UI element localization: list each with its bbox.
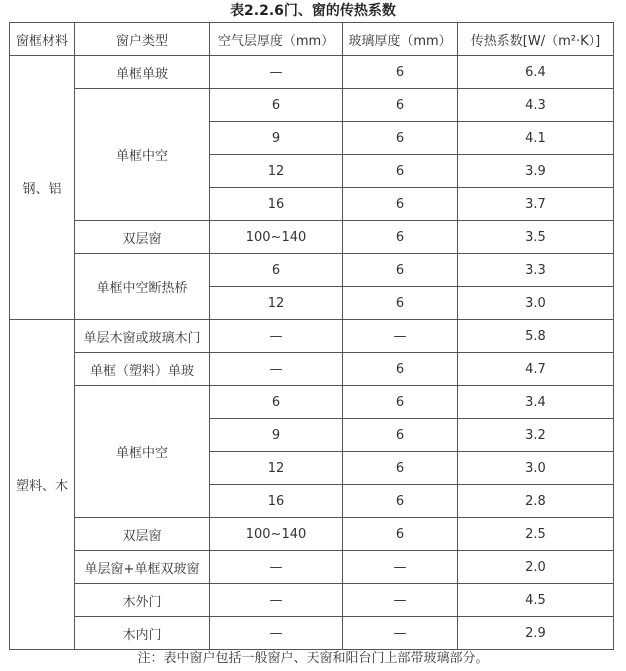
air-thickness-cell: — xyxy=(210,353,343,386)
table-row xyxy=(10,617,614,650)
window-type-cell: 单框中空 xyxy=(75,386,210,518)
glass-thickness-cell: 6 xyxy=(343,518,458,551)
material-cell: 钢、铝 xyxy=(10,56,75,320)
table-row xyxy=(10,254,614,287)
heat-coefficient-cell: 3.2 xyxy=(458,419,614,452)
table-note: 注：表中窗户包括一般窗户、天窗和阳台门上部带玻璃部分。 xyxy=(137,651,489,666)
heat-coefficient-cell: 4.7 xyxy=(458,353,614,386)
table-row xyxy=(10,584,614,617)
air-thickness-cell: 16 xyxy=(210,188,343,221)
table-row xyxy=(10,221,614,254)
glass-thickness-cell: 6 xyxy=(343,188,458,221)
heat-coefficient-cell: 3.0 xyxy=(458,287,614,320)
glass-thickness-cell: 6 xyxy=(343,155,458,188)
glass-thickness-cell: 6 xyxy=(343,485,458,518)
heat-coefficient-cell: 2.9 xyxy=(458,617,614,650)
table-row xyxy=(10,320,614,353)
glass-thickness-cell: 6 xyxy=(343,89,458,122)
glass-thickness-cell: 6 xyxy=(343,56,458,89)
glass-thickness-cell: 6 xyxy=(343,221,458,254)
heat-coefficient-cell: 3.5 xyxy=(458,221,614,254)
glass-thickness-cell: — xyxy=(343,584,458,617)
table-title: 表2.2.6门、窗的传热系数 xyxy=(230,3,396,19)
air-thickness-cell: — xyxy=(210,56,343,89)
heat-transfer-table xyxy=(9,22,614,650)
table-row xyxy=(10,518,614,551)
glass-thickness-cell: — xyxy=(343,320,458,353)
heat-coefficient-cell: 2.8 xyxy=(458,485,614,518)
glass-thickness-cell: 6 xyxy=(343,254,458,287)
window-type-cell: 单框中空断热桥 xyxy=(75,254,210,320)
table-row xyxy=(10,56,614,89)
glass-thickness-cell: 6 xyxy=(343,386,458,419)
heat-coefficient-cell: 3.7 xyxy=(458,188,614,221)
table-row xyxy=(10,353,614,386)
header-air-thickness: 空气层厚度（mm） xyxy=(210,23,343,56)
air-thickness-cell: — xyxy=(210,617,343,650)
table-row xyxy=(10,551,614,584)
glass-thickness-cell: 6 xyxy=(343,419,458,452)
air-thickness-cell: 100~140 xyxy=(210,518,343,551)
air-thickness-cell: 6 xyxy=(210,386,343,419)
air-thickness-cell: — xyxy=(210,320,343,353)
heat-coefficient-cell: 3.4 xyxy=(458,386,614,419)
glass-thickness-cell: 6 xyxy=(343,122,458,155)
heat-coefficient-cell: 3.3 xyxy=(458,254,614,287)
air-thickness-cell: 16 xyxy=(210,485,343,518)
heat-coefficient-cell: 5.8 xyxy=(458,320,614,353)
window-type-cell: 单框单玻 xyxy=(75,56,210,89)
window-type-cell: 单框（塑料）单玻 xyxy=(75,353,210,386)
window-type-cell: 单框中空 xyxy=(75,89,210,221)
heat-coefficient-cell: 2.0 xyxy=(458,551,614,584)
window-type-cell: 木内门 xyxy=(75,617,210,650)
air-thickness-cell: 12 xyxy=(210,452,343,485)
heat-coefficient-cell: 2.5 xyxy=(458,518,614,551)
air-thickness-cell: 9 xyxy=(210,122,343,155)
air-thickness-cell: 12 xyxy=(210,287,343,320)
heat-coefficient-cell: 4.1 xyxy=(458,122,614,155)
air-thickness-cell: — xyxy=(210,551,343,584)
header-material: 窗框材料 xyxy=(10,23,75,56)
material-cell: 塑料、木 xyxy=(10,320,75,650)
header-window-type: 窗户类型 xyxy=(75,23,210,56)
header-glass-thickness: 玻璃厚度（mm） xyxy=(343,23,458,56)
glass-thickness-cell: — xyxy=(343,551,458,584)
glass-thickness-cell: 6 xyxy=(343,452,458,485)
glass-thickness-cell: — xyxy=(343,617,458,650)
air-thickness-cell: 9 xyxy=(210,419,343,452)
table-row xyxy=(10,386,614,419)
air-thickness-cell: — xyxy=(210,584,343,617)
window-type-cell: 双层窗 xyxy=(75,518,210,551)
header-heat-coefficient: 传热系数[W/（m²·K）] xyxy=(458,23,614,56)
air-thickness-cell: 12 xyxy=(210,155,343,188)
heat-coefficient-cell: 4.5 xyxy=(458,584,614,617)
air-thickness-cell: 6 xyxy=(210,254,343,287)
glass-thickness-cell: 6 xyxy=(343,353,458,386)
window-type-cell: 木外门 xyxy=(75,584,210,617)
table-body xyxy=(10,23,614,650)
air-thickness-cell: 6 xyxy=(210,89,343,122)
heat-coefficient-cell: 3.9 xyxy=(458,155,614,188)
heat-coefficient-cell: 6.4 xyxy=(458,56,614,89)
table-row xyxy=(10,89,614,122)
header-row xyxy=(10,23,614,56)
window-type-cell: 单层窗+单框双玻窗 xyxy=(75,551,210,584)
glass-thickness-cell: 6 xyxy=(343,287,458,320)
air-thickness-cell: 100~140 xyxy=(210,221,343,254)
heat-coefficient-cell: 3.0 xyxy=(458,452,614,485)
window-type-cell: 单层木窗或玻璃木门 xyxy=(75,320,210,353)
window-type-cell: 双层窗 xyxy=(75,221,210,254)
heat-coefficient-cell: 4.3 xyxy=(458,89,614,122)
